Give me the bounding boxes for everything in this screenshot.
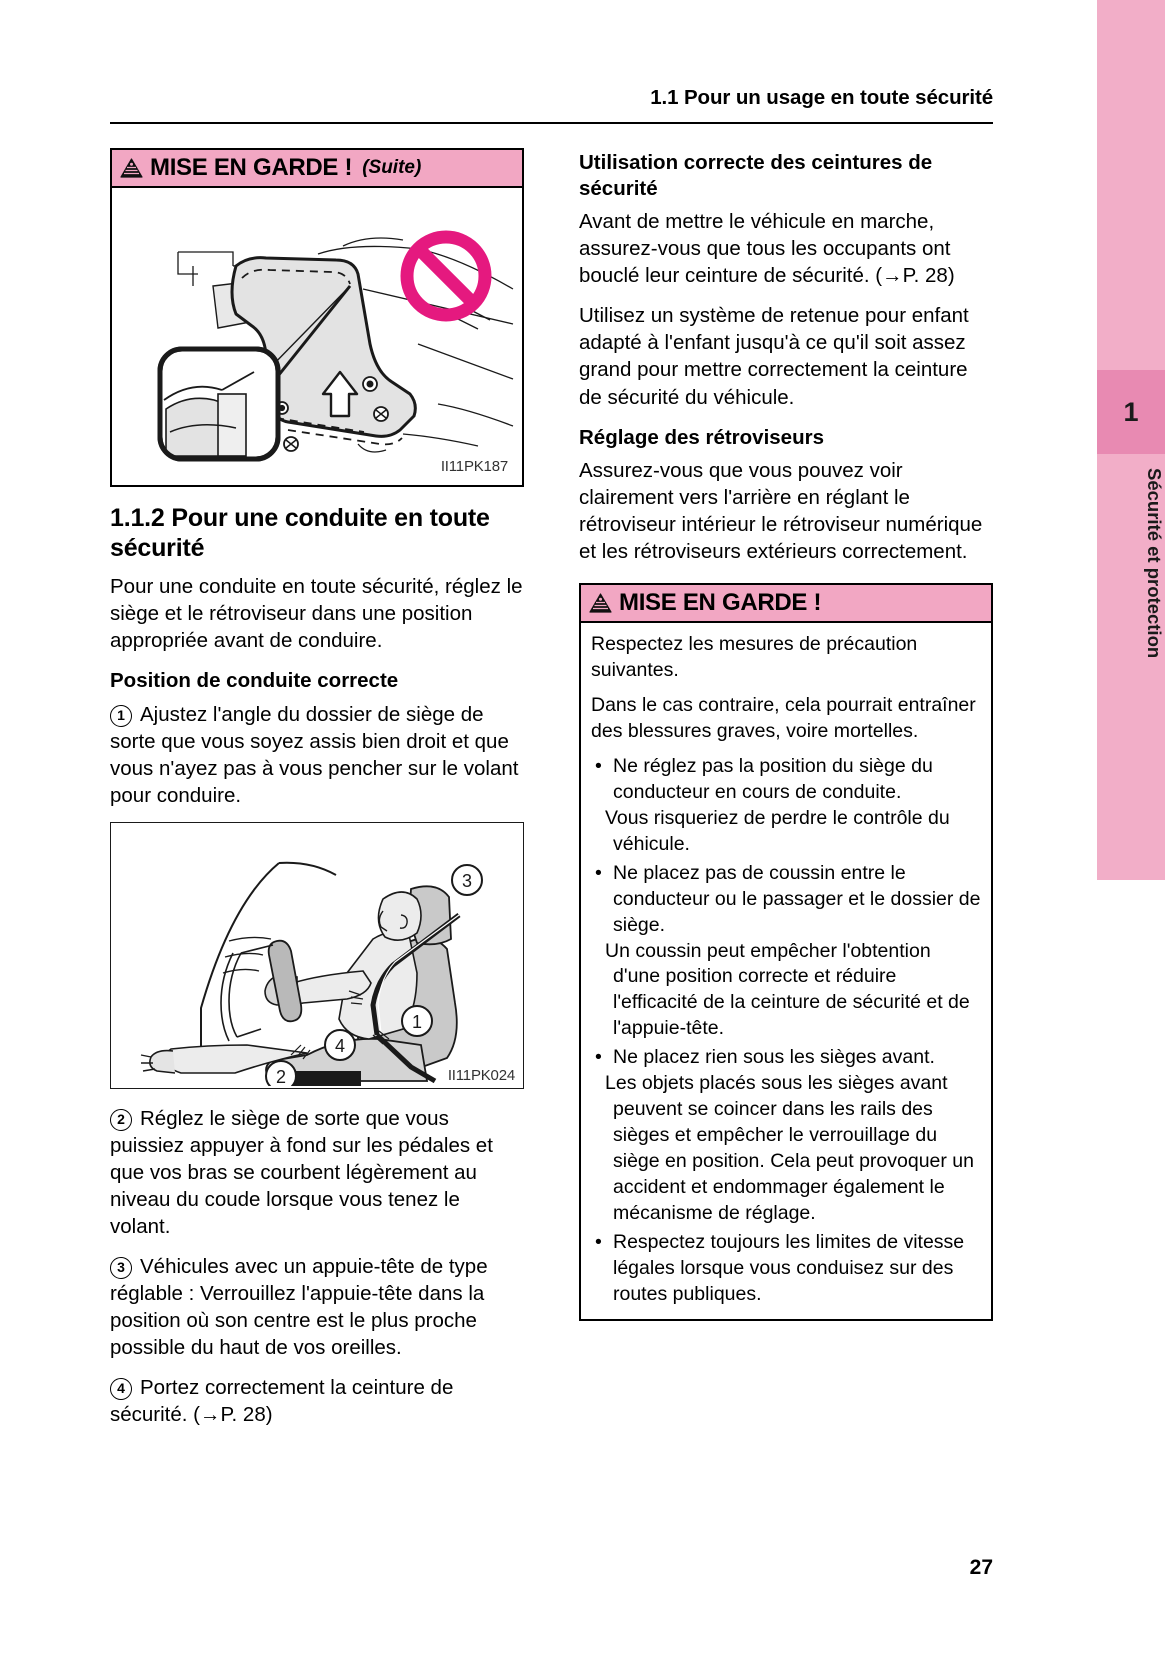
chapter-title-vertical: Sécurité et protection [1144,468,1165,659]
svg-text:1: 1 [411,1011,423,1032]
warning-bullet-1-sub: Vous risqueriez de perdre le contrôle du véhicule. [605,806,950,855]
figure-callout-1 [402,1006,432,1036]
warning-box-figure-wrap [112,188,522,485]
warning-bullet-2-sub: Un coussin peut empêcher l'obtention d'une position correcte et réduire l'efficacité de la ceinture de sécurité et de l'appuie-tête. [605,939,970,1040]
figure-seat-rail [118,194,516,479]
step-1-text: Ajustez l'angle du dossier de siège de sorte que vous soyez assis bien droit et que vous n'ayez pas à vous pencher sur le volant pour conduire. [110,702,519,807]
warning-bullet-4 [591,1230,981,1308]
warning-box-main-body [581,623,991,1319]
chapter-thumb-tab [1097,0,1165,880]
warning-title: MISE EN GARDE ! [619,588,822,616]
heading-mirror-adjustment: Réglage des rétroviseurs [579,425,824,449]
svg-text:4: 4 [334,1035,346,1056]
warning-box-main [579,583,993,1321]
bullet-char: • [595,755,602,778]
right-column [579,148,993,1337]
step-1 [110,701,524,809]
warning-bullet-3-sub: Les objets placés sous les sièges avant peuvent se coincer dans les rails des sièges et empêcher le verrouillage du siège en position. Cela peut provoquer un accident et endommager également le mécanisme de réglage. [605,1072,974,1224]
running-head-rule [110,122,993,124]
callout-number-1: 1 [110,705,132,727]
figure-callout-4 [325,1030,355,1060]
warning-intro-1: Respectez les mesures de précaution suivantes. [591,633,918,682]
step-3 [110,1253,524,1361]
section-heading: 1.1.2 Pour une conduite en toute sécurité [110,504,490,562]
intro-paragraph: Pour une conduite en toute sécurité, réglez le siège et le rétroviseur dans une position appropriée avant de conduire. [110,575,523,653]
warning-bullet-1-text: Ne réglez pas la position du siège du conducteur en cours de conduite. [613,755,933,803]
step-2-text: Réglez le siège de sorte que vous puissiez appuyer à fond sur les pédales et que vos bras se courbent légèrement au niveau du coude lorsque vous tenez le volant. [110,1106,493,1239]
left-column [110,148,524,1441]
paragraph-seatbelt-2: Utilisez un système de retenue pour enfant adapté à l'enfant jusqu'à ce qu'il soit assez grand pour mettre correctement la ceinture de sécurité du véhicule. [579,304,969,409]
warning-bullet-2 [591,861,981,1042]
figure-driving-position [110,822,524,1089]
figure-callout-3 [452,865,482,895]
warning-triangle-icon [589,593,612,613]
page-number: 27 [969,1556,993,1579]
step-2 [110,1105,524,1240]
warning-bullet-4-text: Respectez toujours les limites de vitesse légales lorsque vous conduisez sur des routes publiques. [613,1230,965,1305]
figure-callout-2 [266,1061,296,1086]
running-head: 1.1 Pour un usage en toute sécurité [650,86,993,109]
heading-seatbelt-use: Utilisation correcte des ceintures de sécurité [579,151,933,200]
warning-suffix: (Suite) [362,157,422,178]
warning-bullet-1 [591,754,981,858]
paragraph-mirror: Assurez-vous que vous pouvez voir clairement vers l'arrière en réglant le rétroviseur intérieur le rétroviseur numérique et les rétroviseurs extérieurs correctement. [579,459,983,564]
paragraph-seatbelt-1: Avant de mettre le véhicule en marche, assurez-vous que tous les occupants ont bouclé leur ceinture de sécurité. (→P. 28) [579,210,955,288]
svg-text:3: 3 [461,870,473,891]
callout-number-4: 4 [110,1378,132,1400]
callout-number-3: 3 [110,1257,132,1279]
warning-box-suite [110,148,524,487]
warning-box-main-header [581,585,991,623]
figure-seat-rail-drawing [118,194,516,479]
bullet-char: • [595,861,602,884]
bullet-char: • [595,1230,602,1253]
bullet-char: • [595,1046,602,1069]
chapter-number: 1 [1097,370,1165,454]
warning-triangle-icon [120,158,143,178]
step-4 [110,1374,524,1428]
svg-text:2: 2 [275,1066,287,1086]
figure-code-2: II11PK024 [447,1066,515,1084]
figure-driving-position-drawing [111,823,522,1086]
step-4-text: Portez correctement la ceinture de sécurité. (→P. 28) [110,1376,454,1427]
warning-bullet-list [591,754,981,1307]
warning-box-header [112,150,522,188]
warning-bullet-2-text: Ne placez pas de coussin entre le conducteur ou le passager et le dossier de siège. [613,861,981,936]
warning-bullet-3 [591,1045,981,1226]
step-3-text: Véhicules avec un appuie-tête de type réglable : Verrouillez l'appuie-tête dans la position où son centre est le plus proche possible du haut de vos oreilles. [110,1255,488,1360]
warning-bullet-3-text: Ne placez rien sous les sièges avant. [613,1046,935,1069]
callout-number-2: 2 [110,1109,132,1131]
subheading-driving-position: Position de conduite correcte [110,669,399,693]
prohibition-icon [407,237,485,315]
figure-code: II11PK187 [440,458,508,475]
warning-intro-2: Dans le cas contraire, cela pourrait entraîner des blessures graves, voire mortelles. [591,694,976,743]
warning-title: MISE EN GARDE ! [150,153,353,181]
